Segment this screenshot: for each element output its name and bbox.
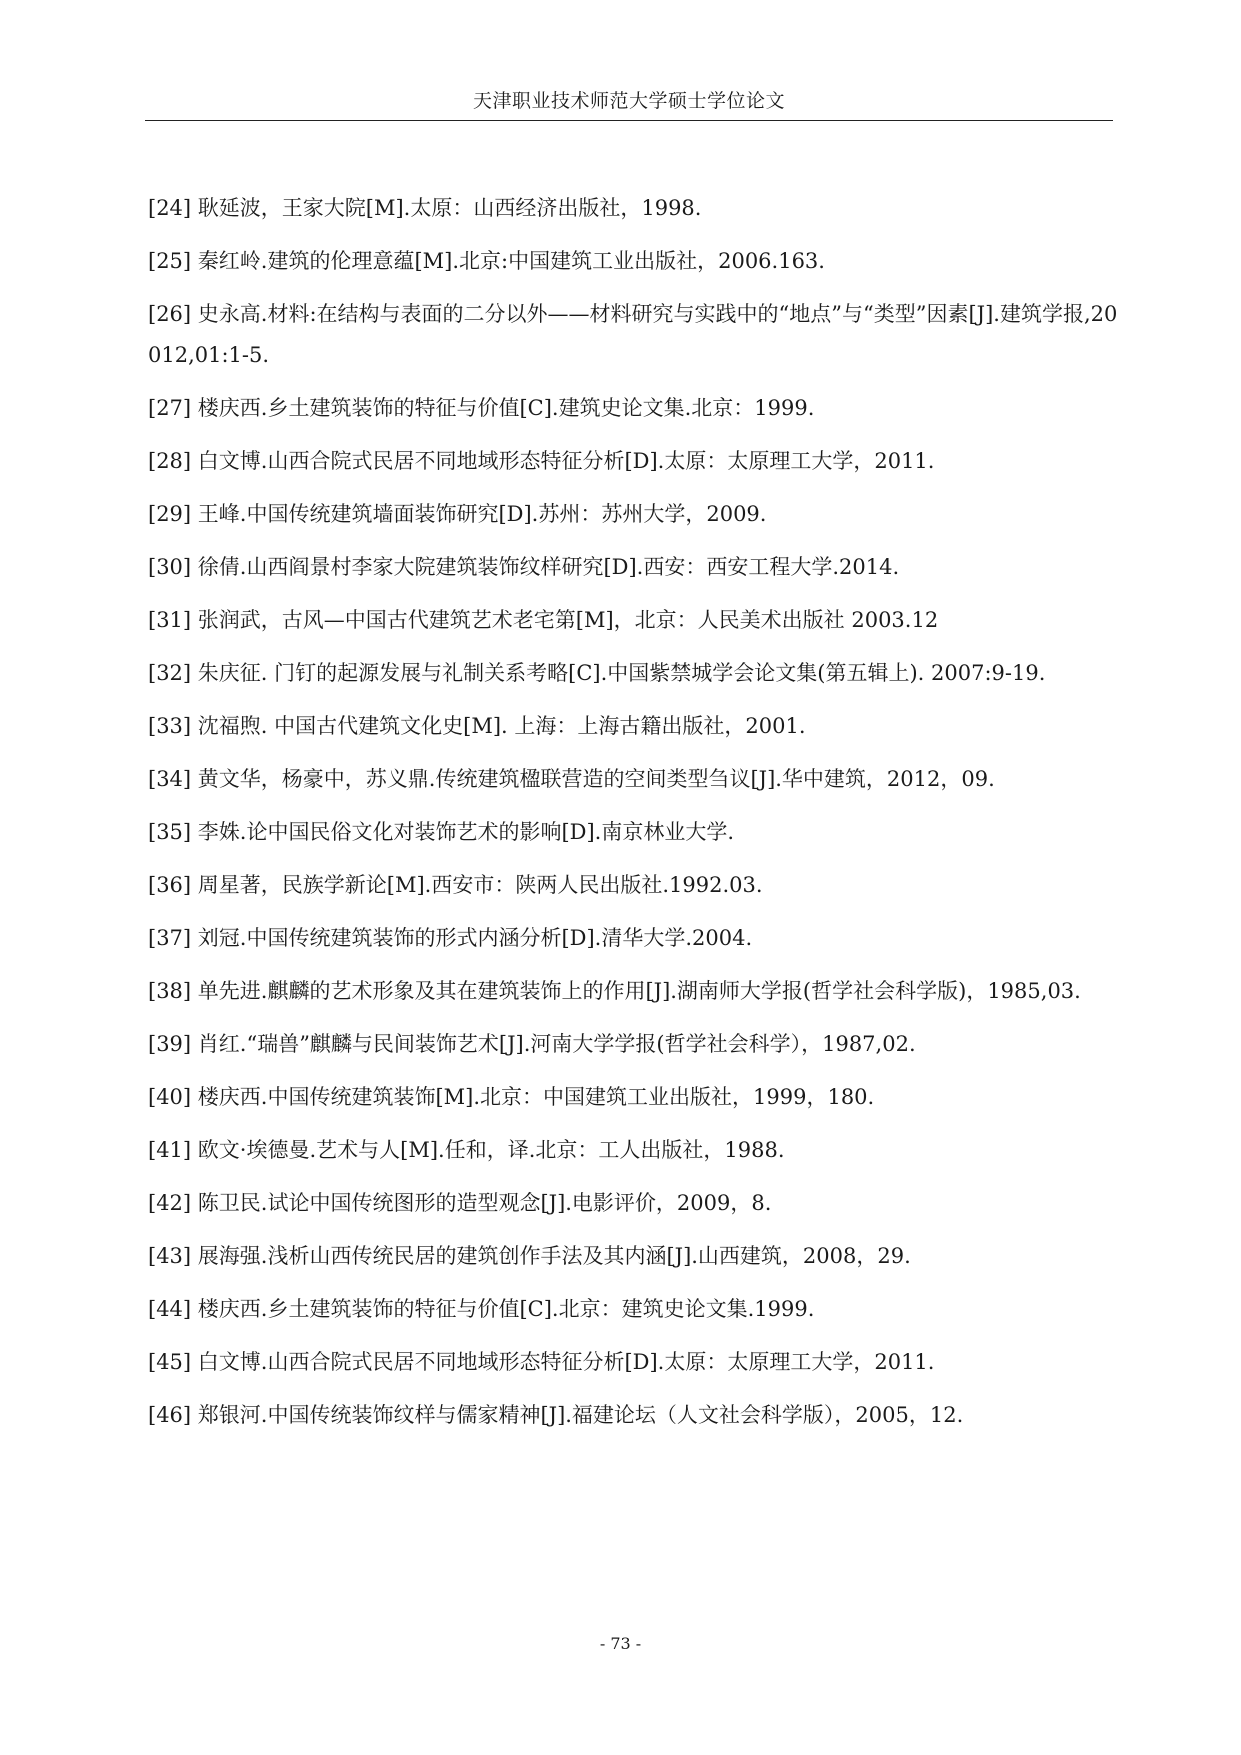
- reference-item: [43] 展海强.浅析山西传统民居的建筑创作手法及其内涵[J].山西建筑，2008，29.: [148, 1244, 911, 1268]
- reference-item: [33] 沈福煦. 中国古代建筑文化史[M]. 上海：上海古籍出版社，2001.: [148, 714, 806, 738]
- reference-item: [32] 朱庆征. 门钉的起源发展与礼制关系考略[C].中国紫禁城学会论文集(第五辑上). 2007:9-19.: [148, 661, 1046, 685]
- page-number: - 73 -: [599, 1634, 642, 1653]
- reference-item: [37] 刘冠.中国传统建筑装饰的形式内涵分析[D].清华大学.2004.: [148, 926, 753, 950]
- thesis-title: 天津职业技术师范大学硕士学位论文: [472, 90, 785, 112]
- reference-item: [27] 楼庆西.乡土建筑装饰的特征与价值[C].建筑史论文集.北京：1999.: [148, 396, 815, 420]
- reference-item: [30] 徐倩.山西阎景村李家大院建筑装饰纹样研究[D].西安：西安工程大学.2014.: [148, 555, 900, 579]
- reference-item: [29] 王峰.中国传统建筑墙面装饰研究[D].苏州：苏州大学，2009.: [148, 502, 767, 526]
- reference-item: [36] 周星著，民族学新论[M].西安市：陕两人民出版社.1992.03.: [148, 873, 763, 897]
- page-header: [145, 82, 1113, 121]
- reference-item: [41] 欧文·埃德曼.艺术与人[M].任和，译.北京：工人出版社，1988.: [148, 1138, 785, 1162]
- reference-item: [24] 耿延波，王家大院[M].太原：山西经济出版社，1998.: [148, 196, 702, 220]
- reference-item: [34] 黄文华，杨豪中，苏义鼎.传统建筑楹联营造的空间类型刍议[J].华中建筑，2012，09.: [148, 767, 995, 791]
- reference-item: [26] 史永高.材料:在结构与表面的二分以外——材料研究与实践中的“地点”与“类型”因素[J].建筑学报,20012,01:1-5.: [148, 302, 1118, 367]
- reference-item: [38] 单先进.麒麟的艺术形象及其在建筑装饰上的作用[J].湖南师大学报(哲学社会科学版)，1985,03.: [148, 979, 1081, 1003]
- reference-item: [42] 陈卫民.试论中国传统图形的造型观念[J].电影评价，2009，8.: [148, 1191, 772, 1215]
- reference-item: [28] 白文博.山西合院式民居不同地域形态特征分析[D].太原：太原理工大学，2011.: [148, 449, 935, 473]
- reference-list: [148, 188, 1120, 1448]
- reference-item: [40] 楼庆西.中国传统建筑装饰[M].北京：中国建筑工业出版社，1999，180.: [148, 1085, 875, 1109]
- reference-item: [31] 张润武，古风—中国古代建筑艺术老宅第[M]，北京：人民美术出版社 2003.12: [148, 608, 939, 632]
- reference-item: [45] 白文博.山西合院式民居不同地域形态特征分析[D].太原：太原理工大学，2011.: [148, 1350, 935, 1374]
- reference-item: [35] 李姝.论中国民俗文化对装饰艺术的影响[D].南京林业大学.: [148, 820, 735, 844]
- reference-item: [46] 郑银河.中国传统装饰纹样与儒家精神[J].福建论坛（人文社会科学版），2005，12.: [148, 1403, 964, 1427]
- reference-item: [25] 秦红岭.建筑的伦理意蕴[M].北京:中国建筑工业出版社，2006.163.: [148, 249, 825, 273]
- reference-item: [44] 楼庆西.乡土建筑装饰的特征与价值[C].北京：建筑史论文集.1999.: [148, 1297, 815, 1321]
- reference-item: [39] 肖红.“瑞兽”麒麟与民间装饰艺术[J].河南大学学报(哲学社会科学），1987,02.: [148, 1032, 916, 1056]
